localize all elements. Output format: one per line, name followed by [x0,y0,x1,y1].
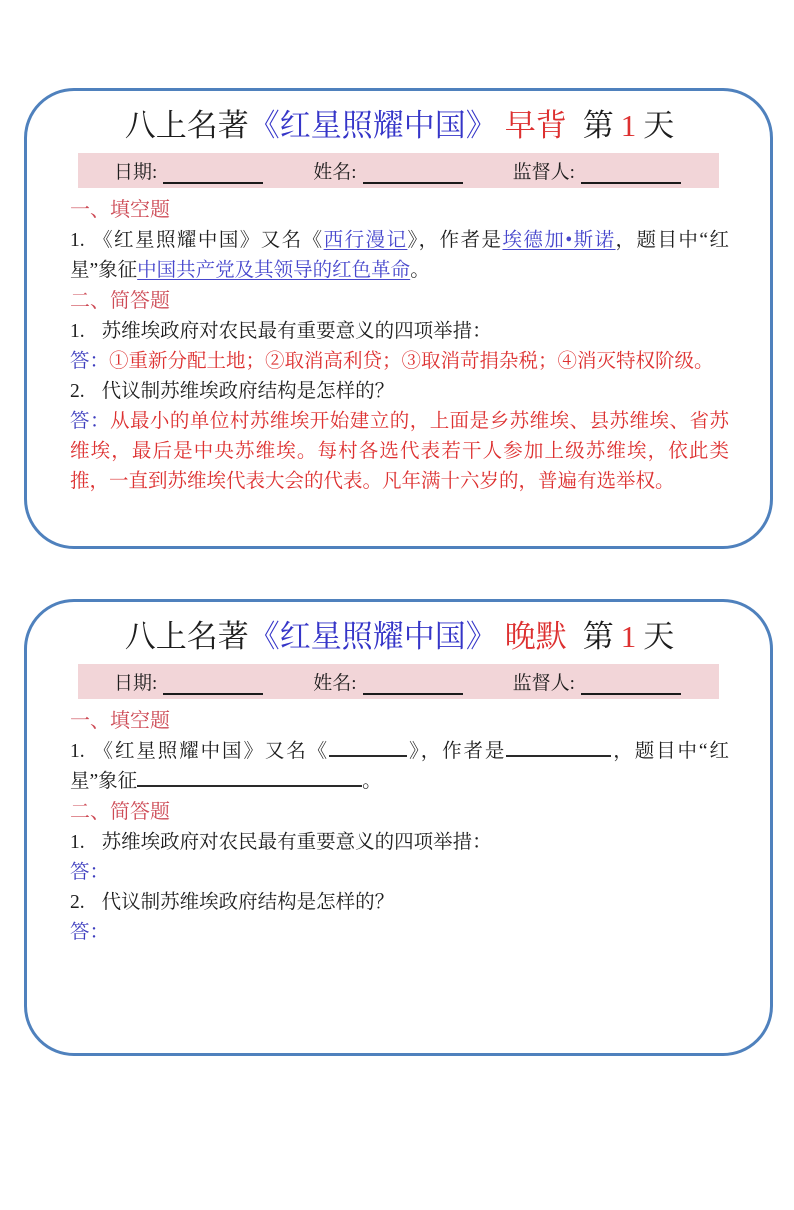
date-label: 日期: [114,162,158,183]
symbol-blank-line [137,769,362,787]
name-group [313,157,462,184]
title-day-number: 1 [620,108,637,143]
answer-label: 答： [70,351,110,372]
title-day-number: 1 [620,619,637,654]
question-text: 苏维埃政府对农民最有重要意义的四项举措： [101,832,492,853]
name-label: 姓名: [313,162,357,183]
title-day-suffix: 天 [643,108,675,143]
answer-filled-author: 埃德加•斯诺 [502,230,616,251]
answer-label: 答： [70,411,110,432]
title-mode: 早背 [504,108,567,143]
title-day-prefix: 第 [582,619,614,654]
date-blank-line [163,167,263,184]
question-number: 2. [70,892,85,913]
question-text: 》，作者是 [407,741,507,762]
short-section-heading: 二、简答题 [70,290,170,312]
fill-section-heading: 一、填空题 [70,199,170,221]
short-question-2 [70,377,729,407]
question-text: 《红星照耀中国》又名《 [91,741,330,762]
question-text: 象征 [98,771,138,792]
author-blank-line [506,739,611,757]
date-group [114,157,263,184]
question-text: 。 [410,260,430,281]
question-text: 象征 [98,260,138,281]
evening-dictation-card [24,599,773,1056]
title-book-name: 《红星照耀中国》 [248,108,497,143]
short-question-1 [70,828,729,858]
short-answer-1 [70,858,729,888]
question-text: 《红星照耀中国》又名《 [91,230,324,251]
title-prefix: 八上名著 [124,619,249,654]
fill-section-heading: 一、填空题 [70,710,170,732]
answer-text: 从最小的单位村苏维埃开始建立的，上面是乡苏维埃、县苏维埃、省苏维埃，最后是中央苏维埃。每村各选代表若干人参加上级苏维埃，依此类推，一直到苏维埃代表大会的代表。凡年满十六岁的，普遍有选举权。 [70,411,729,492]
question-text: 代议制苏维埃政府结构是怎样的？ [101,892,395,913]
morning-recite-card [24,88,773,549]
answer-label: 答： [70,862,110,883]
question-text: ，题目中“红星” [70,230,729,281]
short-question-2 [70,888,729,918]
question-number: 1. [70,832,85,853]
title-prefix: 八上名著 [124,108,249,143]
title-mode: 晚默 [504,619,567,654]
page-title [70,105,729,147]
short-question-1 [70,317,729,347]
question-text: 苏维埃政府对农民最有重要意义的四项举措： [101,321,492,342]
short-answer-1 [70,347,729,377]
name-label: 姓名: [313,673,357,694]
page-title [70,616,729,658]
answer-filled-symbol: 中国共产党及其领导的红色革命 [137,260,411,281]
title-book-name: 《红星照耀中国》 [248,619,497,654]
supervisor-blank-line [581,167,681,184]
title-day-prefix: 第 [582,108,614,143]
question-number: 2. [70,381,85,402]
info-bar [78,153,719,188]
question-text: ，题目中“红星” [70,741,729,792]
name-group [313,668,462,695]
name-blank-line [363,678,463,695]
question-text: 》，作者是 [407,230,503,251]
supervisor-label: 监督人: [512,673,575,694]
short-section-heading: 二、简答题 [70,801,170,823]
book-blank-line [329,739,407,757]
question-text: 。 [362,771,382,792]
date-group [114,668,263,695]
info-bar [78,664,719,699]
question-number: 1. [70,230,85,251]
fill-question-1 [70,737,729,797]
date-label: 日期: [114,673,158,694]
supervisor-blank-line [581,678,681,695]
fill-question-1 [70,226,729,286]
question-number: 1. [70,741,85,762]
question-text: 代议制苏维埃政府结构是怎样的？ [101,381,395,402]
supervisor-label: 监督人: [512,162,575,183]
supervisor-group [513,668,681,695]
answer-filled-book: 西行漫记 [323,230,408,251]
answer-text: ①重新分配土地；②取消高利贷；③取消苛捐杂税；④消灭特权阶级。 [109,351,714,372]
short-answer-2 [70,918,729,948]
answer-label: 答： [70,922,110,943]
question-number: 1. [70,321,85,342]
title-day-suffix: 天 [643,619,675,654]
date-blank-line [163,678,263,695]
short-answer-2 [70,407,729,497]
supervisor-group [513,157,681,184]
name-blank-line [363,167,463,184]
